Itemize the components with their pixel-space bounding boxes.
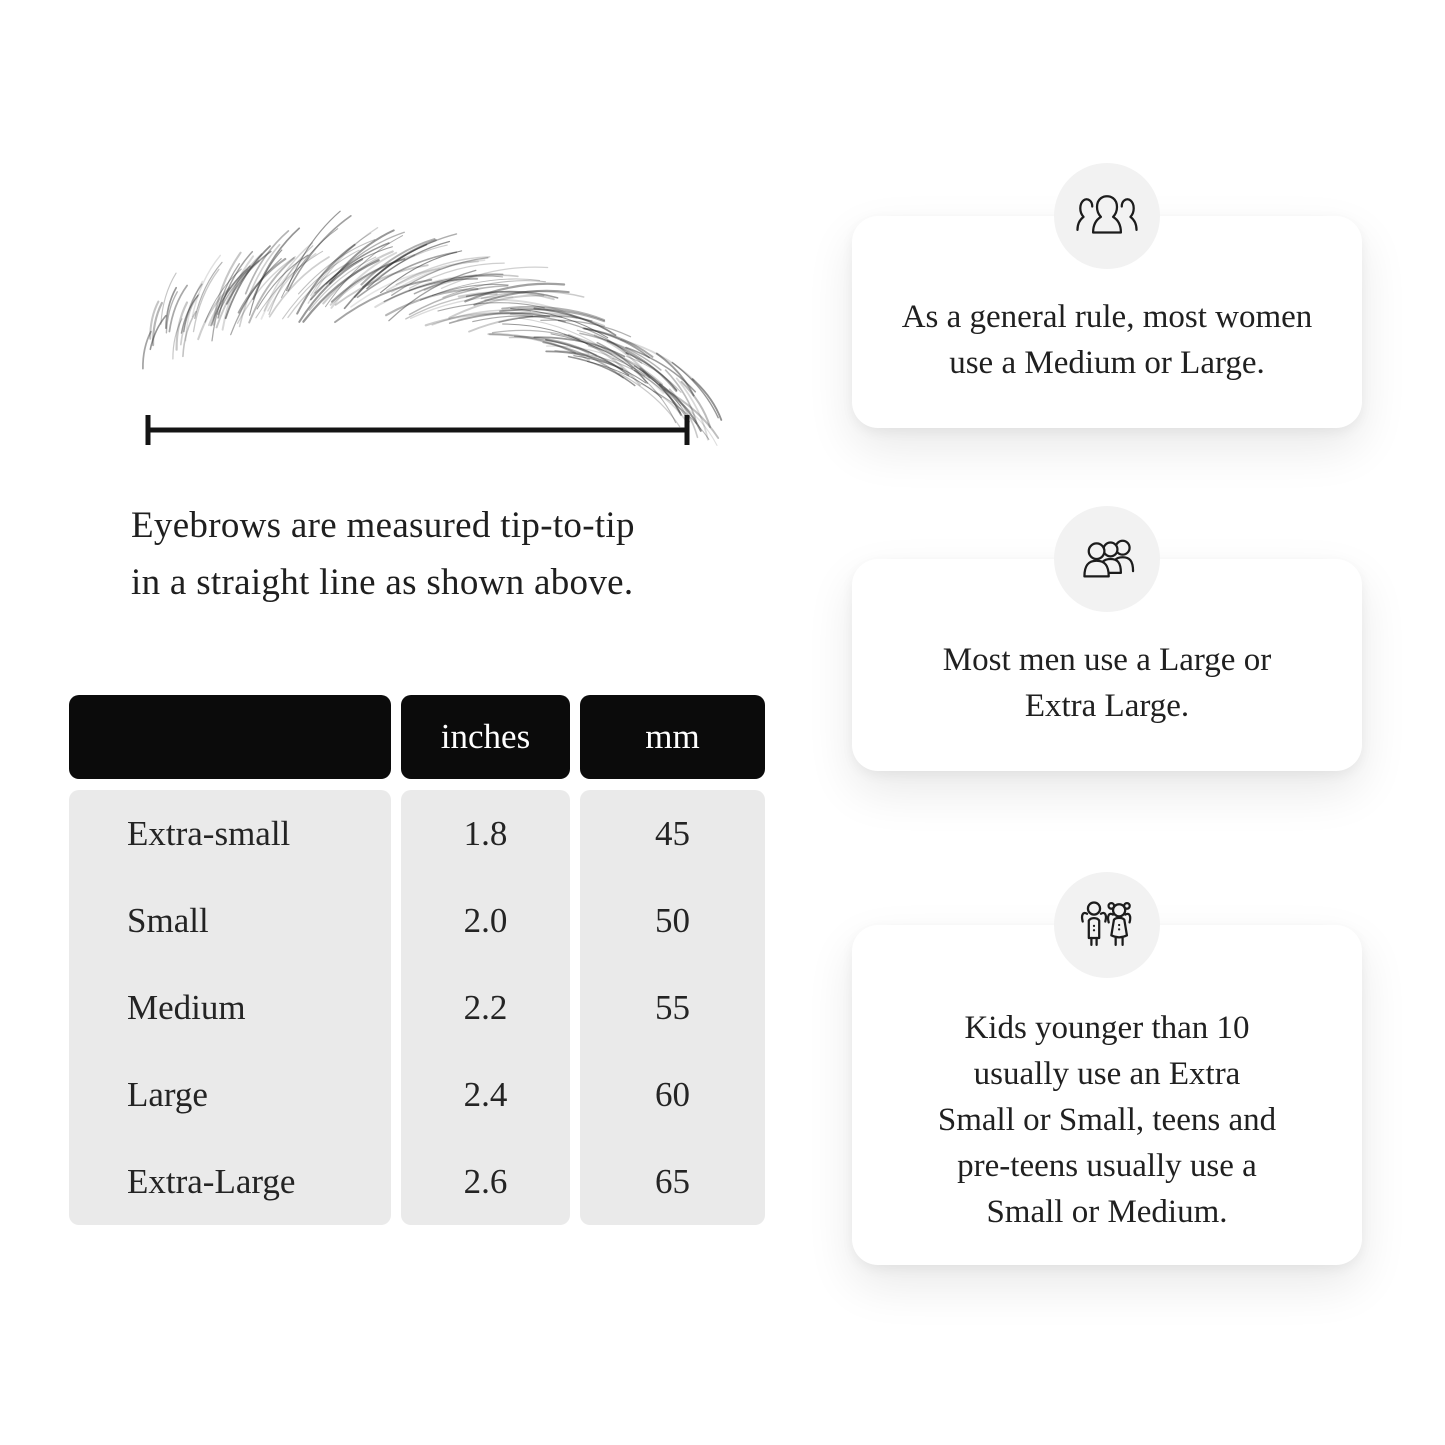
- children-icon: [1074, 899, 1140, 951]
- table-body: [69, 790, 765, 1225]
- header-cell-mm: mm: [580, 695, 765, 779]
- card-text-line: Small or Medium.: [986, 1194, 1228, 1230]
- card-text-line: usually use an Extra: [973, 1056, 1241, 1092]
- size-row-mm: 65: [655, 1161, 690, 1201]
- card-text-line: As a general rule, most women: [901, 299, 1313, 335]
- icon-circle: [1054, 163, 1160, 269]
- table-column-sizes: [69, 790, 391, 1225]
- card-text-line: pre-teens usually use a: [957, 1148, 1257, 1184]
- size-row-inches: 2.4: [463, 1074, 508, 1114]
- table-column-mm: [580, 790, 765, 1225]
- table-header-row: [69, 695, 765, 779]
- size-row-inches: 1.8: [463, 813, 508, 853]
- size-row-label: Medium: [127, 987, 246, 1027]
- size-row-label: Extra-Large: [127, 1161, 296, 1201]
- card-text-line: Kids younger than 10: [964, 1010, 1250, 1046]
- header-cell-inches: inches: [401, 695, 570, 779]
- size-row-mm: 60: [655, 1074, 690, 1114]
- size-row-inches: 2.0: [463, 900, 508, 940]
- measurement-caption: [131, 497, 635, 611]
- icon-circle: [1054, 872, 1160, 978]
- size-row-mm: 45: [655, 813, 690, 853]
- card-text-line: Small or Small, teens and: [937, 1102, 1277, 1138]
- men-group-icon: [1074, 533, 1140, 585]
- eyebrow-illustration: [115, 233, 715, 413]
- measurement-line: [130, 404, 705, 456]
- size-row-label: Small: [127, 900, 209, 940]
- size-table: [69, 695, 765, 1225]
- info-card-kids: [852, 925, 1362, 1265]
- caption-line: in a straight line as shown above.: [131, 562, 634, 603]
- size-row-label: Large: [127, 1074, 208, 1114]
- table-column-inches: [401, 790, 570, 1225]
- size-row-label: Extra-small: [127, 813, 291, 853]
- card-text-line: use a Medium or Large.: [949, 345, 1265, 381]
- card-text-line: Extra Large.: [1024, 688, 1190, 724]
- size-row-inches: 2.6: [463, 1161, 508, 1201]
- icon-circle: [1054, 506, 1160, 612]
- info-card-women: [852, 216, 1362, 428]
- caption-line: Eyebrows are measured tip-to-tip: [131, 505, 635, 546]
- women-group-icon: [1074, 190, 1140, 242]
- header-cell-blank: [69, 695, 391, 779]
- size-row-inches: 2.2: [463, 987, 508, 1027]
- info-card-men: [852, 559, 1362, 771]
- card-text-line: Most men use a Large or: [942, 642, 1272, 678]
- size-row-mm: 50: [655, 900, 690, 940]
- size-row-mm: 55: [655, 987, 690, 1027]
